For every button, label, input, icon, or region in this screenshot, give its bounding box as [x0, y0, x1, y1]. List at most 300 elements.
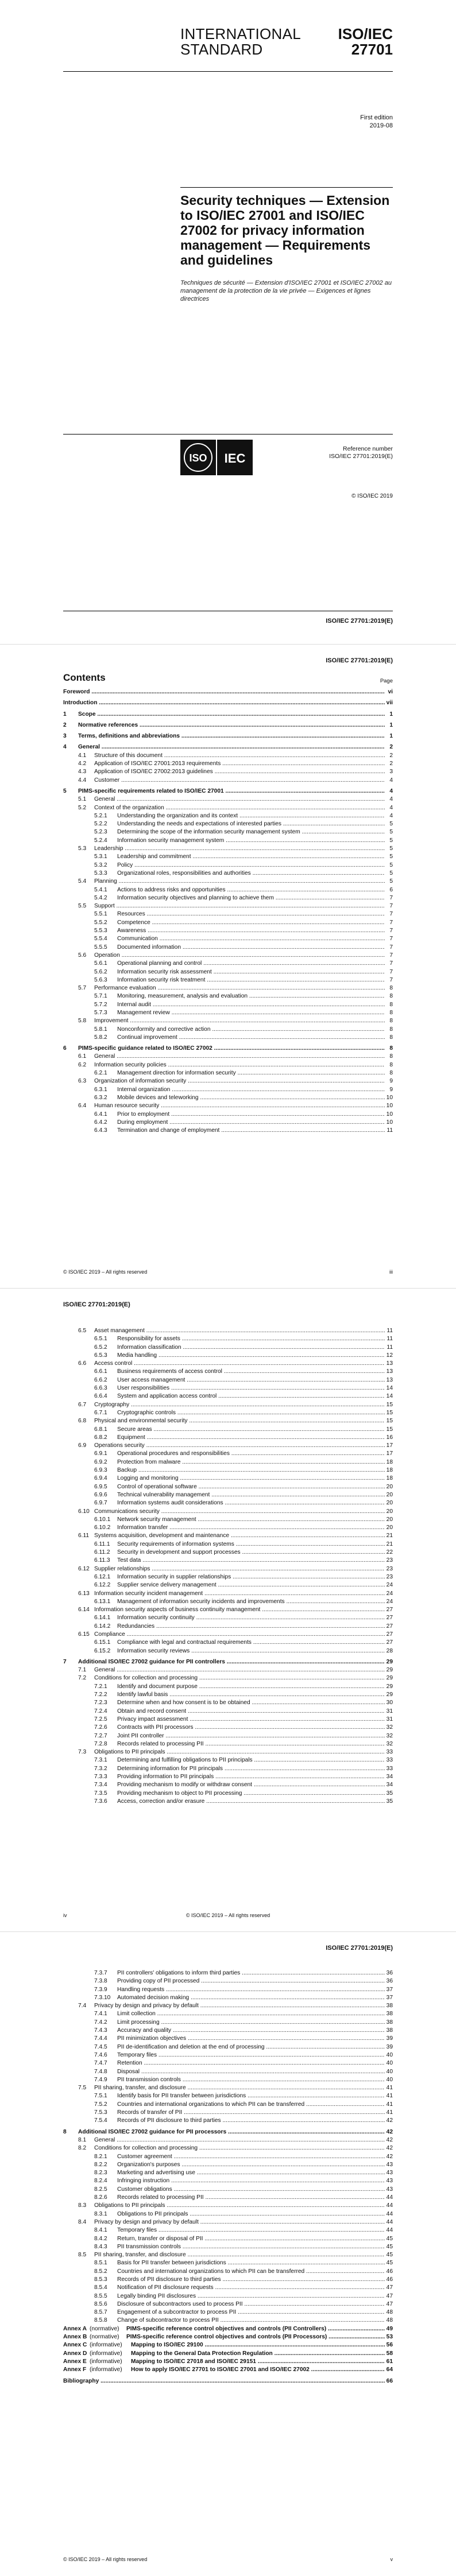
toc-subclause-entry[interactable] [63, 1483, 393, 1491]
toc-entry-page: 7 [388, 952, 393, 960]
toc-entry-page: 40 [385, 2051, 393, 2059]
toc-entry-number: 8.2.2 [94, 2161, 107, 2168]
toc-subclause-entry[interactable] [63, 1077, 393, 1085]
toc-subclause-entry[interactable] [63, 1327, 393, 1335]
toc-entry-page: 39 [385, 2035, 393, 2043]
toc-subclause-entry[interactable] [63, 1647, 393, 1655]
toc-subclause-entry[interactable] [63, 862, 393, 870]
toc-entry-number: 6.15 [78, 1631, 90, 1638]
toc-subclause-entry[interactable] [63, 1994, 393, 2002]
toc-entry-number: 4.3 [78, 769, 87, 775]
toc-subclause-entry[interactable] [63, 796, 393, 804]
toc-subclause-entry[interactable] [63, 2317, 393, 2325]
iec-logo-text: IEC [224, 451, 246, 465]
toc-entry-number: 6.8.1 [94, 1426, 107, 1433]
toc-subclause-entry[interactable] [63, 2092, 393, 2100]
toc-subclause-entry[interactable] [63, 1732, 393, 1740]
toc-entry-page: 32 [385, 1732, 393, 1740]
toc-entry-title: Return, transfer or disposal of PII ..... [117, 2235, 385, 2243]
toc-entry-page: 42 [385, 2153, 393, 2161]
toc-subclause-entry[interactable] [63, 1691, 393, 1699]
toc-subclause-entry[interactable] [63, 878, 393, 886]
toc-subclause-entry[interactable] [63, 1674, 393, 1682]
toc-entry-number: 6.4.1 [94, 1111, 107, 1118]
toc-entry-page: 5 [388, 870, 393, 878]
toc-annex-entry[interactable] [63, 2341, 393, 2349]
toc-subclause-entry[interactable] [63, 760, 393, 768]
toc-subclause-entry[interactable] [63, 1009, 393, 1017]
toc-entry-page: 2 [388, 752, 393, 760]
toc-annex-entry[interactable] [63, 2325, 393, 2333]
toc-subclause-entry[interactable] [63, 1781, 393, 1789]
toc-subclause-entry[interactable] [63, 944, 393, 952]
toc-subclause-entry[interactable] [63, 1392, 393, 1400]
toc-entry-page: 42 [385, 2144, 393, 2152]
toc-subclause-entry[interactable] [63, 2284, 393, 2292]
toc-entry-page: 29 [385, 1691, 393, 1699]
toc-subclause-entry[interactable] [63, 1748, 393, 1756]
toc-entry-title: Understanding the needs and expectations of interested parties ..... [117, 820, 385, 828]
toc-subclause-entry[interactable] [63, 1491, 393, 1499]
toc-entry-page: vii [385, 699, 393, 707]
toc-subclause-entry[interactable] [63, 828, 393, 836]
toc-entry-page: 24 [385, 1590, 393, 1598]
toc-subclause-entry[interactable] [63, 1409, 393, 1417]
toc-entry-page: 9 [388, 1077, 393, 1085]
cover-page [0, 0, 456, 645]
toc-subclause-entry[interactable] [63, 1426, 393, 1434]
toc-subclause-entry[interactable] [63, 1557, 393, 1565]
toc-subclause-entry[interactable] [63, 2292, 393, 2300]
toc-subclause-entry[interactable] [63, 804, 393, 812]
toc-entry-page: 64 [385, 2366, 393, 2374]
toc-subclause-entry[interactable] [63, 752, 393, 760]
toc-entry-title: Actions to address risks and opportunities ..... [117, 886, 385, 894]
toc-subclause-entry[interactable] [63, 2153, 393, 2161]
toc-annex-entry[interactable] [63, 2358, 393, 2366]
toc-entry-page: 5 [388, 837, 393, 845]
toc-subclause-entry[interactable] [63, 2210, 393, 2218]
toc-entry-title: Awareness ..... [117, 927, 385, 935]
toc-clause-entry[interactable] [63, 1658, 393, 1666]
toc-subclause-entry[interactable] [63, 2117, 393, 2125]
toc-subclause-entry[interactable] [63, 1631, 393, 1639]
toc-subclause-entry[interactable] [63, 2076, 393, 2084]
toc-entry-page: 41 [385, 2092, 393, 2100]
toc-subclause-entry[interactable] [63, 1614, 393, 1622]
toc-subclause-entry[interactable] [63, 1549, 393, 1557]
toc-subclause-entry[interactable] [63, 886, 393, 894]
toc-entry-page: 5 [388, 820, 393, 828]
toc-subclause-entry[interactable] [63, 1716, 393, 1724]
toc-clause-entry[interactable] [63, 711, 393, 719]
toc-entry-number: 8.4 [78, 2218, 87, 2225]
toc-subclause-entry[interactable] [63, 2194, 393, 2202]
toc-entry-number: 8.2.1 [94, 2153, 107, 2160]
toc-entry-page: 47 [385, 2300, 393, 2309]
toc-entry-number: 7.4.7 [94, 2060, 107, 2067]
toc-subclause-entry[interactable] [63, 768, 393, 776]
toc-subclause-entry[interactable] [63, 1699, 393, 1707]
toc-page-label: Page [380, 678, 393, 684]
toc-subclause-entry[interactable] [63, 853, 393, 861]
toc-entry-number: Annex A [63, 2325, 87, 2332]
toc-entry-title: Redundancies ..... [117, 1623, 385, 1631]
toc-entry-number: 6.2 [78, 1061, 87, 1068]
toc-subclause-entry[interactable] [63, 2177, 393, 2185]
toc-subclause-entry[interactable] [63, 1590, 393, 1598]
toc-entry-number: 6.3.1 [94, 1086, 107, 1093]
toc-clause-entry[interactable] [63, 688, 393, 696]
toc-entry-number: 6.12.2 [94, 1582, 111, 1589]
toc-subclause-entry[interactable] [63, 812, 393, 820]
toc-subclause-entry[interactable] [63, 1986, 393, 1994]
toc-entry-number: 7.3.3 [94, 1774, 107, 1780]
toc-subclause-entry[interactable] [63, 1573, 393, 1581]
toc-entry-page: 4 [388, 796, 393, 804]
toc-entry-page: 45 [385, 2243, 393, 2251]
toc-entry-title: Conditions for collection and processing ..... [94, 1674, 385, 1682]
document-type-line-2: STANDARD [180, 41, 263, 58]
toc-entry-page: 1 [388, 711, 393, 719]
toc-entry-page: 15 [385, 1426, 393, 1434]
toc-subclause-entry[interactable] [63, 2169, 393, 2177]
toc-subclause-entry[interactable] [63, 1069, 393, 1077]
toc-entry-page: 20 [385, 1524, 393, 1532]
toc-entry-number: 6.3 [78, 1078, 87, 1085]
toc-subclause-entry[interactable] [63, 1541, 393, 1549]
toc-entry-title: Leadership and commitment ..... [117, 853, 385, 861]
toc-entry-number: 8.2.3 [94, 2170, 107, 2177]
toc-entry-page: 5 [388, 845, 393, 853]
toc-entry-page: 27 [385, 1606, 393, 1614]
toc-entry-number: 8.5.2 [94, 2268, 107, 2275]
toc-entry-title: Secure areas ..... [117, 1426, 385, 1434]
toc-subclause-entry[interactable] [63, 1756, 393, 1764]
toc-subclause-entry[interactable] [63, 935, 393, 943]
toc-entry-title: Backup ..... [117, 1467, 385, 1475]
toc-subclause-entry[interactable] [63, 1001, 393, 1009]
toc-entry-number: 4.2 [78, 761, 87, 767]
toc-subclause-entry[interactable] [63, 2109, 393, 2117]
toc-subclause-entry[interactable] [63, 1053, 393, 1061]
toc-subclause-entry[interactable] [63, 2268, 393, 2276]
toc-entry-title: Information security in supplier relationships ..... [117, 1573, 385, 1581]
toc-entry-title: Engagement of a subcontractor to process PII ..... [117, 2309, 385, 2317]
toc-entry-title: PIMS-specific guidance related to ISO/IEC 27002 ..... [78, 1045, 385, 1053]
reference-value: ISO/IEC 27701:2019(E) [329, 453, 393, 460]
toc-subclause-entry[interactable] [63, 1598, 393, 1606]
toc-entry-title: Customer ..... [94, 777, 385, 785]
toc-clause-entry[interactable] [63, 721, 393, 730]
toc-subclause-entry[interactable] [63, 870, 393, 878]
toc-entry-number: 8.2.5 [94, 2186, 107, 2193]
toc-subclause-entry[interactable] [63, 2202, 393, 2210]
toc-entry-page: 47 [385, 2292, 393, 2300]
toc-entry-page: 10 [385, 1094, 393, 1102]
toc-entry-title: Automated decision making ..... [117, 1994, 385, 2002]
toc-subclause-entry[interactable] [63, 1475, 393, 1483]
running-header: ISO/IEC 27701:2019(E) [326, 657, 393, 664]
toc-entry-title: Continual improvement ..... [117, 1034, 385, 1042]
toc-subclause-entry[interactable] [63, 2027, 393, 2035]
toc-subclause-entry[interactable] [63, 2235, 393, 2243]
toc-entry-page: 33 [385, 1756, 393, 1764]
toc-subclause-entry[interactable] [63, 1516, 393, 1524]
toc-entry-page: 11 [385, 1344, 393, 1352]
toc-subclause-entry[interactable] [63, 2218, 393, 2226]
toc-entry-page: 66 [385, 2377, 393, 2385]
toc-subclause-entry[interactable] [63, 1565, 393, 1573]
toc-entry-title: Organization of information security ..... [94, 1077, 385, 1085]
toc-clause-entry[interactable] [63, 699, 393, 707]
toc-subclause-entry[interactable] [63, 960, 393, 968]
toc-entry-title: Providing copy of PII processed ..... [117, 1977, 385, 1985]
toc-subclause-entry[interactable] [63, 1368, 393, 1376]
toc-entry-page: 33 [385, 1748, 393, 1756]
toc-subclause-entry[interactable] [63, 1034, 393, 1042]
toc-entry-title: Introduction ..... [63, 699, 385, 707]
toc-entry-page: 27 [385, 1614, 393, 1622]
toc-subclause-entry[interactable] [63, 1969, 393, 1977]
toc-subclause-entry[interactable] [63, 1639, 393, 1647]
toc-subclause-entry[interactable] [63, 1442, 393, 1450]
toc-subclause-entry[interactable] [63, 2144, 393, 2152]
toc-entry-number: 2 [63, 721, 67, 728]
toc-subclause-entry[interactable] [63, 1581, 393, 1589]
toc-subclause-entry[interactable] [63, 1335, 393, 1343]
toc-subclause-entry[interactable] [63, 1977, 393, 1985]
toc-entry-number: 5.7 [78, 985, 87, 992]
toc-subclause-entry[interactable] [63, 927, 393, 935]
toc-entry-page: 31 [385, 1708, 393, 1716]
toc-subclause-entry[interactable] [63, 2051, 393, 2059]
toc-clause-entry[interactable] [63, 743, 393, 751]
toc-subclause-entry[interactable] [63, 2010, 393, 2018]
toc-entry-page: 12 [385, 1352, 393, 1360]
toc-subclause-entry[interactable] [63, 1026, 393, 1034]
toc-subclause-entry[interactable] [63, 2309, 393, 2317]
toc-entry-title: Disposal ..... [117, 2068, 385, 2076]
toc-clause-entry[interactable] [63, 2377, 393, 2385]
toc-subclause-entry[interactable] [63, 1683, 393, 1691]
toc-subclause-entry[interactable] [63, 1017, 393, 1025]
toc-entry-title: Understanding the organization and its context ..... [117, 812, 385, 820]
toc-annex-entry[interactable] [63, 2366, 393, 2374]
toc-entry-page: 8 [388, 1017, 393, 1025]
toc-subclause-entry[interactable] [63, 1773, 393, 1781]
toc-entry-page: 33 [385, 1765, 393, 1773]
toc-annex-entry[interactable] [63, 2333, 393, 2341]
toc-entry-title: Media handling ..... [117, 1352, 385, 1360]
toc-entry-number: 5.1 [78, 796, 87, 803]
toc-subclause-entry[interactable] [63, 1417, 393, 1425]
toc-entry-number: 5.2.4 [94, 837, 107, 844]
toc-entry-title: Technical vulnerability management ..... [117, 1491, 385, 1499]
toc-subclause-entry[interactable] [63, 1790, 393, 1798]
toc-subclause-entry[interactable] [63, 1798, 393, 1806]
toc-subclause-entry[interactable] [63, 1127, 393, 1135]
toc-subclause-entry[interactable] [63, 952, 393, 960]
toc-subclause-entry[interactable] [63, 894, 393, 902]
toc-entry-number: 8.3 [78, 2202, 87, 2209]
toc-subclause-entry[interactable] [63, 992, 393, 1000]
toc-entry-title: Communication ..... [117, 935, 385, 943]
toc-entry-title: Information security objectives and planning to achieve them ..... [117, 894, 385, 902]
toc-entry-page: 3 [388, 768, 393, 776]
toc-subclause-entry[interactable] [63, 2243, 393, 2251]
toc-subclause-entry[interactable] [63, 845, 393, 853]
toc-subclause-entry[interactable] [63, 1344, 393, 1352]
toc-clause-entry[interactable] [63, 1045, 393, 1053]
toc-subclause-entry[interactable] [63, 2186, 393, 2194]
toc-subclause-entry[interactable] [63, 2136, 393, 2144]
toc-subclause-entry[interactable] [63, 1532, 393, 1540]
running-header: ISO/IEC 27701:2019(E) [326, 1945, 393, 1952]
toc-subclause-entry[interactable] [63, 1724, 393, 1732]
toc-subclause-entry[interactable] [63, 1434, 393, 1442]
toc-subclause-entry[interactable] [63, 1119, 393, 1127]
toc-entry-title: Support ..... [94, 902, 385, 910]
toc-subclause-entry[interactable] [63, 1623, 393, 1631]
toc-subclause-entry[interactable] [63, 902, 393, 910]
toc-entry-page: 8 [388, 1034, 393, 1042]
toc-subclause-entry[interactable] [63, 1765, 393, 1773]
toc-entry-title: Internal organization ..... [117, 1086, 385, 1094]
toc-subclause-entry[interactable] [63, 1606, 393, 1614]
toc-entry-title: Asset management ..... [94, 1327, 385, 1335]
toc-entry-number: 5.6.2 [94, 968, 107, 975]
french-title: Techniques de sécurité — Extension d'ISO/IEC 27001 et ISO/IEC 27002 au management de la protection de la vie privée — Exigences et lignes directrices [180, 280, 392, 302]
toc-entry-number: 6.10.1 [94, 1516, 111, 1523]
toc-subclause-entry[interactable] [63, 2300, 393, 2309]
toc-entry-page: 18 [385, 1458, 393, 1467]
toc-subclause-entry[interactable] [63, 2251, 393, 2259]
toc-subclause-entry[interactable] [63, 2101, 393, 2109]
toc-subclause-entry[interactable] [63, 1458, 393, 1467]
toc-subclause-entry[interactable] [63, 2068, 393, 2076]
toc-subclause-entry[interactable] [63, 1061, 393, 1069]
toc-clause-entry[interactable] [63, 787, 393, 796]
toc-entry-title: Business requirements of access control ..... [117, 1368, 385, 1376]
toc-entry-number: 5.3.3 [94, 870, 107, 876]
toc-subclause-entry[interactable] [63, 1508, 393, 1516]
toc-subclause-entry[interactable] [63, 2002, 393, 2010]
toc-entry-page: 36 [385, 1969, 393, 1977]
toc-entry-title: Privacy by design and privacy by default ..... [94, 2218, 385, 2226]
toc-subclause-entry[interactable] [63, 2226, 393, 2234]
toc-subclause-entry[interactable] [63, 1740, 393, 1748]
toc-entry-page: 43 [385, 2177, 393, 2185]
toc-subclause-entry[interactable] [63, 1102, 393, 1110]
toc-entry-page: 44 [385, 2226, 393, 2234]
toc-subclause-entry[interactable] [63, 1352, 393, 1360]
toc-entry-title: Contracts with PII processors ..... [117, 1724, 385, 1732]
toc-subclause-entry[interactable] [63, 2161, 393, 2169]
toc-entry-title: Limit processing ..... [117, 2019, 385, 2027]
toc-subclause-entry[interactable] [63, 2259, 393, 2267]
toc-subclause-entry[interactable] [63, 1467, 393, 1475]
toc-subclause-entry[interactable] [63, 2035, 393, 2043]
toc-subclause-entry[interactable] [63, 1086, 393, 1094]
toc-clause-entry[interactable] [63, 2128, 393, 2136]
toc-clause-entry[interactable] [63, 732, 393, 740]
toc-entry-title: PII transmission controls ..... [117, 2243, 385, 2251]
toc-subclause-entry[interactable] [63, 1666, 393, 1674]
toc-subclause-entry[interactable] [63, 968, 393, 976]
toc-subclause-entry[interactable] [63, 2059, 393, 2067]
toc-subclause-entry[interactable] [63, 2084, 393, 2092]
toc-entry-number: 7.1 [78, 1667, 87, 1674]
reference-label: Reference number [343, 445, 393, 452]
iso-iec-logo [180, 440, 253, 478]
toc-subclause-entry[interactable] [63, 777, 393, 785]
toc-entry-title: General ..... [78, 743, 385, 751]
toc-subclause-entry[interactable] [63, 1376, 393, 1384]
toc-subclause-entry[interactable] [63, 976, 393, 984]
toc-entry-title: Nonconformity and corrective action ..... [117, 1026, 385, 1034]
toc-subclause-entry[interactable] [63, 1499, 393, 1507]
toc-annex-entry[interactable] [63, 2350, 393, 2358]
toc-entry-number: 7.2.4 [94, 1708, 107, 1714]
toc-entry-page: 29 [385, 1683, 393, 1691]
toc-subclause-entry[interactable] [63, 2276, 393, 2284]
toc-subclause-entry[interactable] [63, 1401, 393, 1409]
toc-entry-title: PII transmission controls ..... [117, 2076, 385, 2084]
toc-subclause-entry[interactable] [63, 2043, 393, 2051]
toc-entry-page: 47 [385, 2284, 393, 2292]
toc-subclause-entry[interactable] [63, 1384, 393, 1392]
toc-subclause-entry[interactable] [63, 837, 393, 845]
toc-entry-number: 8.4.2 [94, 2235, 107, 2242]
toc-entry-title: Identify and document purpose ..... [117, 1683, 385, 1691]
toc-entry-page: 38 [385, 2019, 393, 2027]
toc-entry-number: 5.3 [78, 845, 87, 852]
toc-entry-title: Accuracy and quality ..... [117, 2027, 385, 2035]
toc-entry-title: During employment ..... [117, 1119, 385, 1127]
toc-entry-page: 15 [385, 1401, 393, 1409]
toc-subclause-entry[interactable] [63, 820, 393, 828]
toc-subclause-entry[interactable] [63, 919, 393, 927]
toc-entry-number: 1 [63, 711, 67, 717]
toc-subclause-entry[interactable] [63, 1094, 393, 1102]
toc-subclause-entry[interactable] [63, 1360, 393, 1368]
toc-subclause-entry[interactable] [63, 1708, 393, 1716]
toc-subclause-entry[interactable] [63, 2019, 393, 2027]
toc-subclause-entry[interactable] [63, 1111, 393, 1119]
toc-entry-number: 6.4.2 [94, 1119, 107, 1126]
toc-entry-title: PIMS-specific requirements related to ISO/IEC 27001 ..... [78, 787, 385, 796]
toc-entry-title: Identify basis for PII transfer between jurisdictions ..... [117, 2092, 385, 2100]
toc-subclause-entry[interactable] [63, 984, 393, 992]
toc-entry-title: Termination and change of employment ..... [117, 1127, 385, 1135]
toc-entry-title: Records related to processing PII ..... [117, 2194, 385, 2202]
toc-entry-title: Control of operational software ..... [117, 1483, 385, 1491]
toc-entry-title: PII minimization objectives ..... [117, 2035, 385, 2043]
toc-entry-title: Operational procedures and responsibilities ..... [117, 1450, 385, 1458]
toc-entry-title: Normative references ..... [78, 721, 385, 730]
toc-entry-title: Legally binding PII disclosures ..... [117, 2292, 385, 2300]
toc-subclause-entry[interactable] [63, 910, 393, 918]
toc-entry-page: 42 [385, 2128, 393, 2136]
toc-subclause-entry[interactable] [63, 1450, 393, 1458]
toc-subclause-entry[interactable] [63, 1524, 393, 1532]
toc-entry-page: 7 [388, 944, 393, 952]
toc-entry-title: Retention ..... [117, 2059, 385, 2067]
toc-entry-title: Cryptography ..... [94, 1401, 385, 1409]
toc-entry-title: Internal audit ..... [117, 1001, 385, 1009]
toc-entry-title: Bibliography ..... [63, 2377, 385, 2385]
